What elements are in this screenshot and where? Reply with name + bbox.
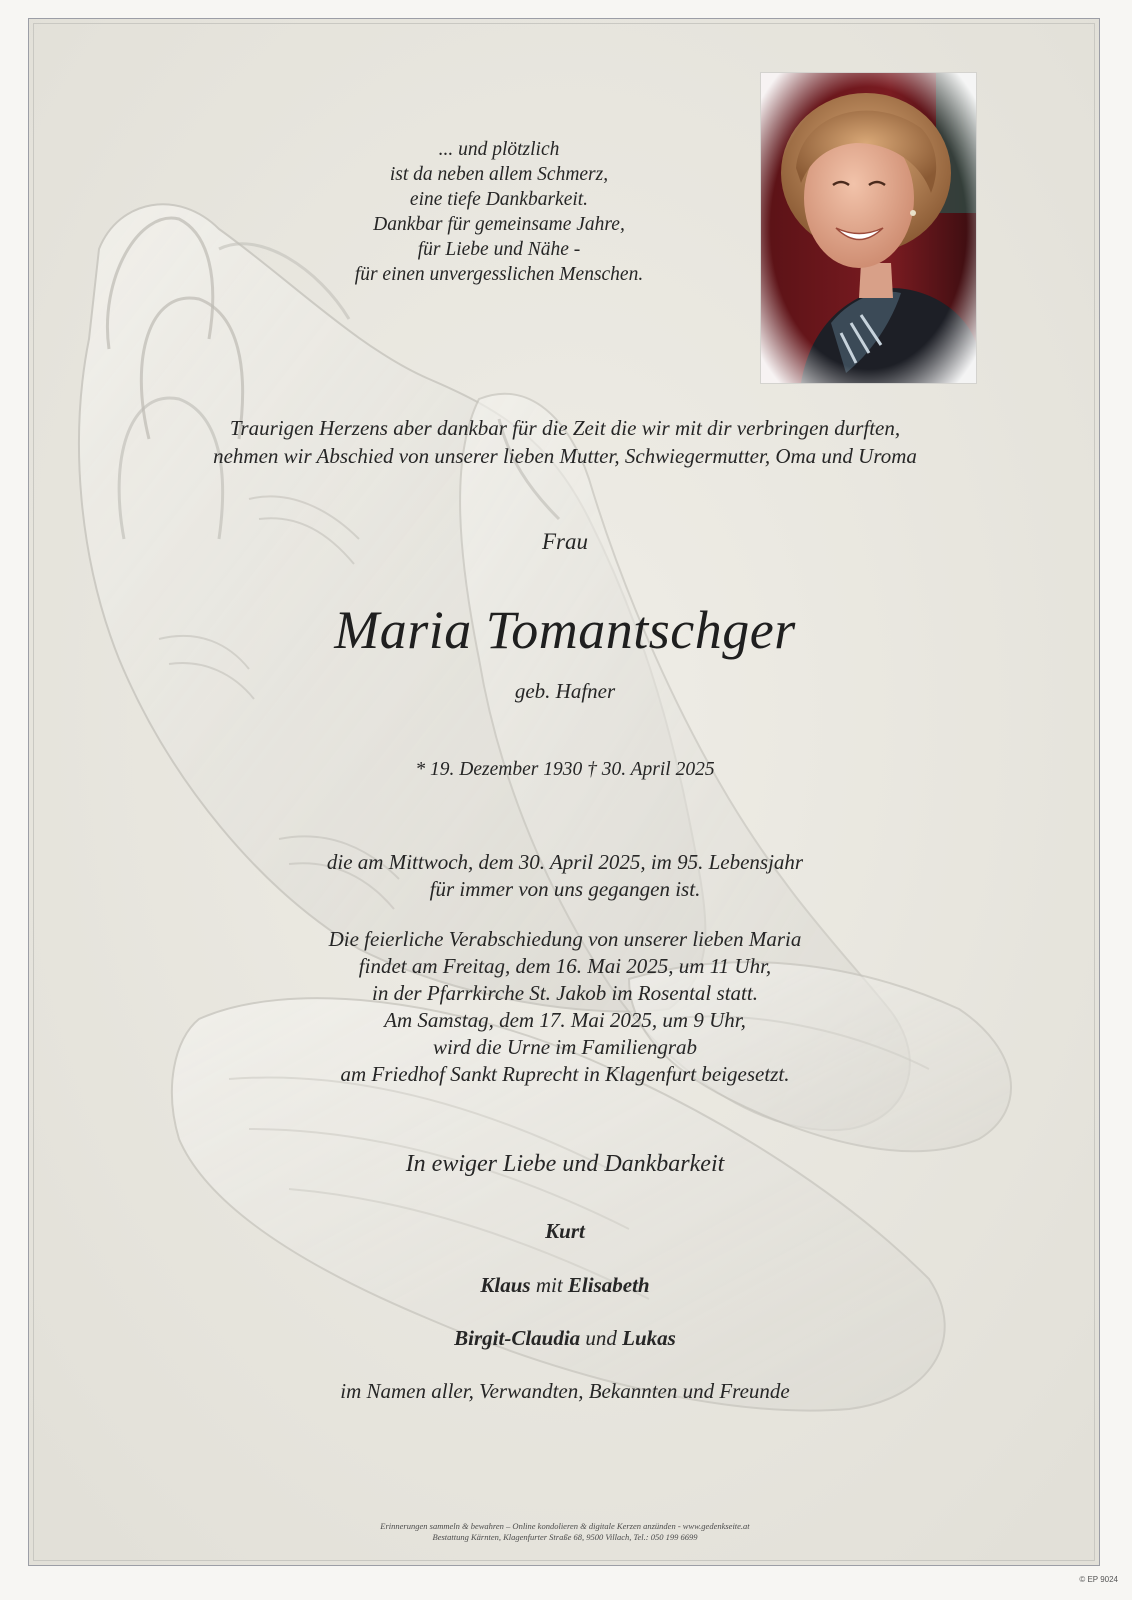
death-notice-line: für immer von uns gegangen ist. [429,877,701,901]
poem-line: eine tiefe Dankbarkeit. [409,189,589,210]
ceremony-line: findet am Freitag, dem 16. Mai 2025, um 11 Uhr, [358,954,772,978]
deceased-name: Maria Tomantschger [334,600,796,660]
footer-line: Bestattung Kärnten, Klagenfurter Straße 68, 9500 Villach, Tel.: 050 199 6699 [432,1532,698,1542]
mourner-line [215,1326,915,1351]
intro-text [89,414,1041,470]
mourner-name: Elisabeth [567,1273,650,1297]
footer-line: Erinnerungen sammeln & bewahren – Online kondolieren & digitale Kerzen anzünden - www.gedenkseite.at [380,1521,750,1531]
mourner-conjunction: und [580,1326,623,1350]
poem-line: ist da neben allem Schmerz, [389,164,609,185]
portrait-photo [760,72,977,384]
mourners-others: im Namen aller, Verwandten, Bekannten und Freunde [340,1379,790,1403]
death-notice-line: die am Mittwoch, dem 30. April 2025, im 95. Lebensjahr [326,850,804,874]
intro-line: nehmen wir Abschied von unserer lieben Mutter, Schwiegermutter, Oma und Uroma [213,444,917,468]
mourner-line [215,1219,915,1244]
mourner-conjunction: mit [530,1273,568,1297]
footer [215,1521,915,1543]
mourner-name: Kurt [545,1219,585,1243]
poem-line: für Liebe und Nähe - [417,239,581,260]
mourner-name: Birgit-Claudia [454,1326,581,1350]
closing-line: In ewiger Liebe und Dankbarkeit [405,1151,725,1177]
ceremony-line: Am Samstag, dem 17. Mai 2025, um 9 Uhr, [384,1008,746,1032]
copyright-note: © EP 9024 [1079,1575,1118,1584]
salutation: Frau [542,529,588,554]
death-notice [165,849,965,903]
poem-line: Dankbar für gemeinsame Jahre, [373,214,625,235]
ceremony-line: wird die Urne im Familiengrab [432,1035,698,1059]
ceremony-line: in der Pfarrkirche St. Jakob im Rosental statt. [372,981,758,1005]
portrait-icon [761,73,976,383]
mourner-line [215,1273,915,1298]
ceremony-line: am Friedhof Sankt Ruprecht in Klagenfurt beigesetzt. [340,1062,790,1086]
poem [229,137,769,287]
poem-line: für einen unvergesslichen Menschen. [354,264,644,285]
obituary-card [28,18,1100,1566]
poem-line: ... und plötzlich [438,139,560,160]
life-dates: * 19. Dezember 1930 † 30. April 2025 [415,759,715,780]
ceremony-line: Die feierliche Verabschiedung von unserer lieben Maria [328,927,802,951]
intro-line: Traurigen Herzens aber dankbar für die Zeit die wir mit dir verbringen durften, [229,416,901,440]
mourner-name: Klaus [480,1273,531,1297]
ceremony-details [165,926,965,1088]
maiden-name: geb. Hafner [514,679,616,703]
mourner-name: Lukas [622,1326,676,1350]
